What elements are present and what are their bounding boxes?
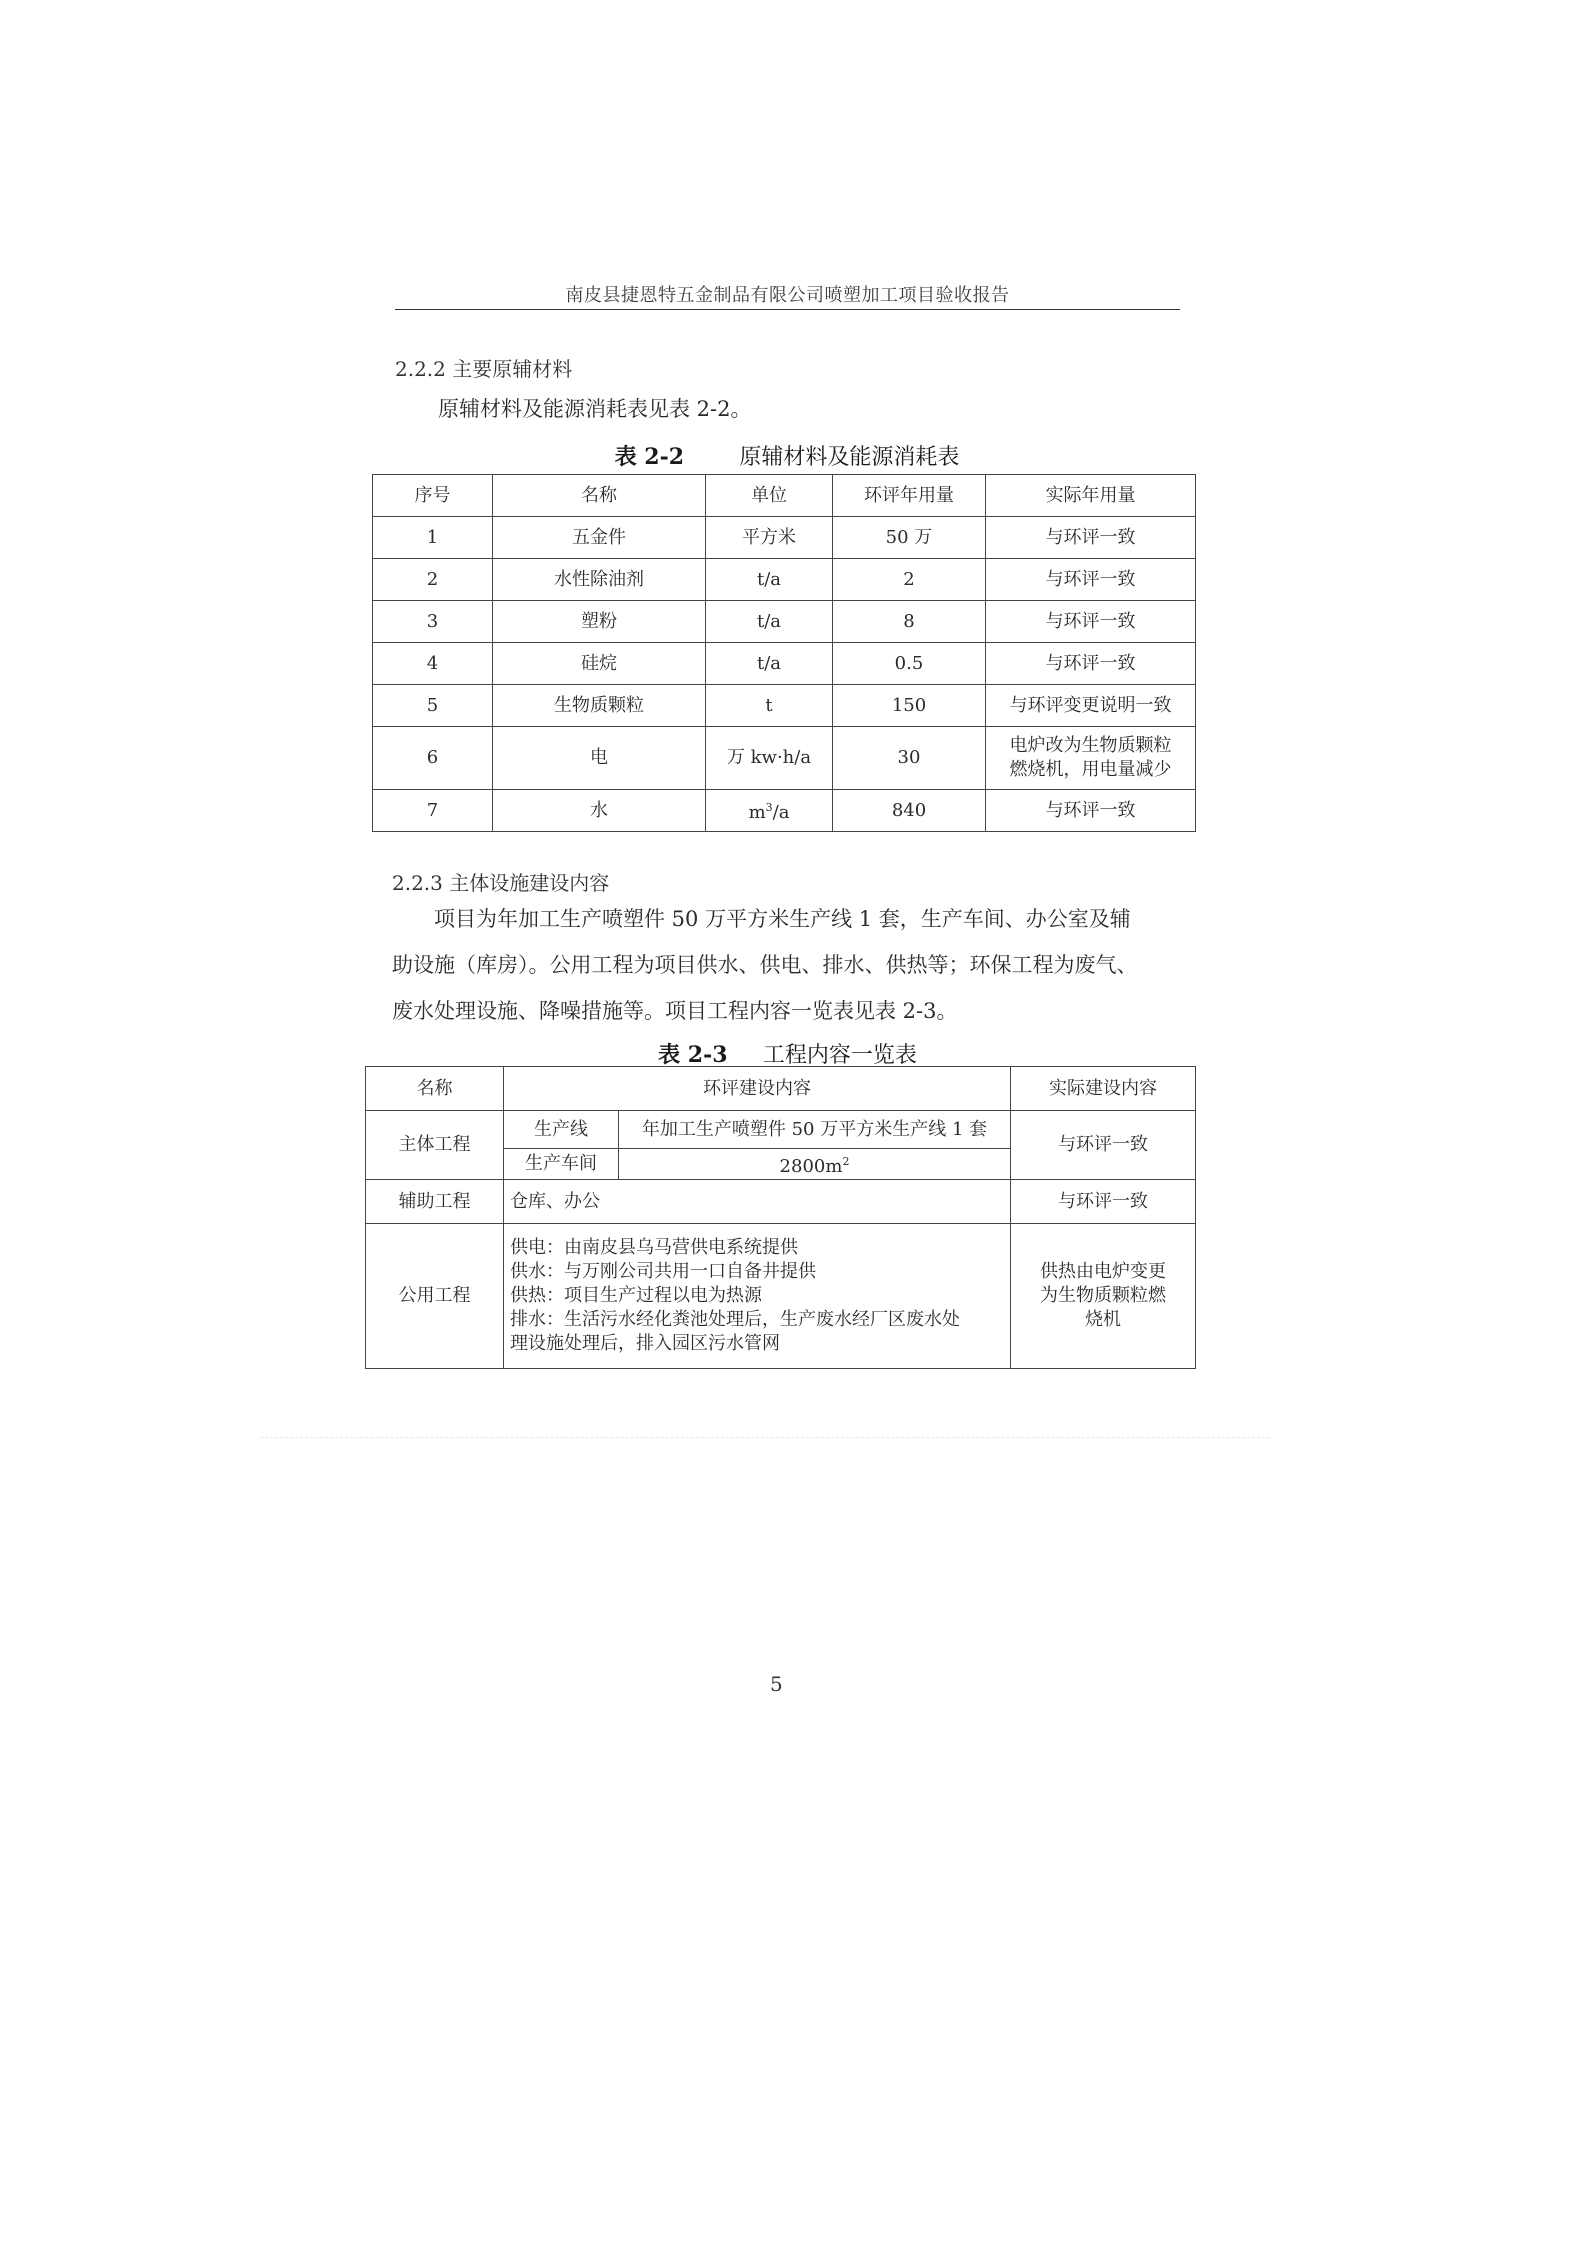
- table-row: [373, 601, 1196, 643]
- cell-actual: 与环评一致: [986, 559, 1196, 601]
- table-2-3-caption-number: 表 2-3: [658, 1042, 728, 1068]
- content-line: 供电：由南皮县乌马营供电系统提供: [510, 1237, 798, 1258]
- materials-table: [372, 474, 1196, 832]
- cell-unit: 平方米: [706, 517, 833, 559]
- cell-eia: 840: [833, 790, 986, 832]
- cell-actual-line: 电炉改为生物质颗粒: [1009, 735, 1172, 756]
- cell-category: 公用工程: [366, 1224, 504, 1369]
- table-2-2-caption: [372, 440, 1202, 471]
- cell-no: 6: [373, 727, 493, 790]
- cell-category: 辅助工程: [366, 1180, 504, 1224]
- table-row-public: [366, 1224, 1196, 1369]
- cell-actual: 与环评变更说明一致: [986, 685, 1196, 727]
- running-header: 南皮县捷恩特五金制品有限公司喷塑加工项目验收报告: [565, 285, 1010, 306]
- section-para-line-3: 废水处理设施、降噪措施等。项目工程内容一览表见表 2-3。: [392, 999, 958, 1023]
- cell-unit: t: [706, 685, 833, 727]
- cell-unit: t/a: [706, 643, 833, 685]
- table-2-3-caption-title: 工程内容一览表: [762, 1043, 917, 1068]
- cell-actual: 与环评一致: [986, 517, 1196, 559]
- unit-tail: /a: [772, 802, 790, 823]
- header-cell: 实际建设内容: [1011, 1067, 1196, 1111]
- cell-eia: 30: [833, 727, 986, 790]
- table-row-aux: [366, 1180, 1196, 1224]
- table-row: [373, 643, 1196, 685]
- cell-category: 主体工程: [366, 1111, 504, 1180]
- cell-no: 3: [373, 601, 493, 643]
- cell-eia: 8: [833, 601, 986, 643]
- cell-name: 水性除油剂: [493, 559, 706, 601]
- cell-eia: 150: [833, 685, 986, 727]
- content-line: 排水：生活污水经化粪池处理后，生产废水经厂区废水处: [510, 1309, 960, 1330]
- cell-unit: t/a: [706, 601, 833, 643]
- cell-unit: [706, 790, 833, 832]
- header-cell: 序号: [373, 475, 493, 517]
- cell-unit: 万 kw·h/a: [706, 727, 833, 790]
- actual-line: 烧机: [1085, 1309, 1121, 1330]
- content-line: 供热：项目生产过程以电为热源: [510, 1285, 762, 1306]
- actual-line: 供热由电炉变更: [1040, 1261, 1166, 1282]
- cell-name: 水: [493, 790, 706, 832]
- table-header-row: [373, 475, 1196, 517]
- content-line: 供水：与万刚公司共用一口自备井提供: [510, 1261, 816, 1282]
- cell-actual: 与环评一致: [1011, 1111, 1196, 1180]
- section-para-line-2: 助设施（库房）。公用工程为项目供水、供电、排水、供热等；环保工程为废气、: [392, 953, 1138, 977]
- cell-name: 电: [493, 727, 706, 790]
- cell-actual: 与环评一致: [986, 601, 1196, 643]
- cell-no: 4: [373, 643, 493, 685]
- header-cell: 单位: [706, 475, 833, 517]
- cell-actual: [1011, 1224, 1196, 1369]
- table-row: [373, 559, 1196, 601]
- cell-eia: 0.5: [833, 643, 986, 685]
- cell-name: 塑粉: [493, 601, 706, 643]
- cell-sub-value: 年加工生产喷塑件 50 万平方米生产线 1 套: [619, 1111, 1011, 1149]
- cell-content: [504, 1224, 1011, 1369]
- section-heading-2-2-2: 2.2.2 主要原辅材料: [395, 357, 573, 381]
- table-row: [373, 685, 1196, 727]
- cell-no: 7: [373, 790, 493, 832]
- table-row: [373, 790, 1196, 832]
- cell-name: 五金件: [493, 517, 706, 559]
- table-row: [373, 727, 1196, 790]
- section-para-line-1: 项目为年加工生产喷塑件 50 万平方米生产线 1 套，生产车间、办公室及辅: [434, 907, 1131, 931]
- table-2-2-caption-title: 原辅材料及能源消耗表: [739, 445, 960, 470]
- cell-actual-line: 燃烧机，用电量减少: [1009, 759, 1172, 780]
- table-2-2-caption-number: 表 2-2: [614, 444, 685, 470]
- cell-sub-label: 生产车间: [504, 1149, 619, 1180]
- section-intro-2-2-2: 原辅材料及能源消耗表见表 2-2。: [438, 397, 752, 421]
- scan-artifact-line: [260, 1437, 1270, 1438]
- cell-name: 硅烷: [493, 643, 706, 685]
- cell-actual: 与环评一致: [986, 643, 1196, 685]
- cell-eia: 2: [833, 559, 986, 601]
- cell-no: 1: [373, 517, 493, 559]
- header-cell: 环评建设内容: [504, 1067, 1011, 1111]
- table-2-3-caption: [365, 1038, 1210, 1069]
- area-superscript: 2: [842, 1154, 850, 1168]
- unit-superscript: 3: [765, 801, 773, 814]
- section-heading-2-2-3: 2.2.3 主体设施建设内容: [392, 871, 610, 895]
- cell-content: 仓库、办公: [504, 1180, 1011, 1224]
- table-header-row: [366, 1067, 1196, 1111]
- unit-base: m: [748, 802, 766, 823]
- project-content-table: [365, 1066, 1196, 1369]
- header-cell: 名称: [366, 1067, 504, 1111]
- header-cell: 环评年用量: [833, 475, 986, 517]
- cell-actual: 与环评一致: [1011, 1180, 1196, 1224]
- area-base: 2800m: [779, 1155, 843, 1177]
- cell-no: 2: [373, 559, 493, 601]
- table-row-main: [366, 1111, 1196, 1149]
- cell-eia: 50 万: [833, 517, 986, 559]
- cell-actual: [986, 727, 1196, 790]
- cell-name: 生物质颗粒: [493, 685, 706, 727]
- cell-no: 5: [373, 685, 493, 727]
- cell-actual: 与环评一致: [986, 790, 1196, 832]
- header-rule: [395, 309, 1180, 310]
- page-number: 5: [770, 1672, 783, 1696]
- table-row: [373, 517, 1196, 559]
- cell-unit: t/a: [706, 559, 833, 601]
- cell-sub-label: 生产线: [504, 1111, 619, 1149]
- header-cell: 实际年用量: [986, 475, 1196, 517]
- cell-sub-value: [619, 1149, 1011, 1180]
- actual-line: 为生物质颗粒燃: [1040, 1285, 1166, 1306]
- content-line: 理设施处理后，排入园区污水管网: [510, 1333, 780, 1354]
- header-cell: 名称: [493, 475, 706, 517]
